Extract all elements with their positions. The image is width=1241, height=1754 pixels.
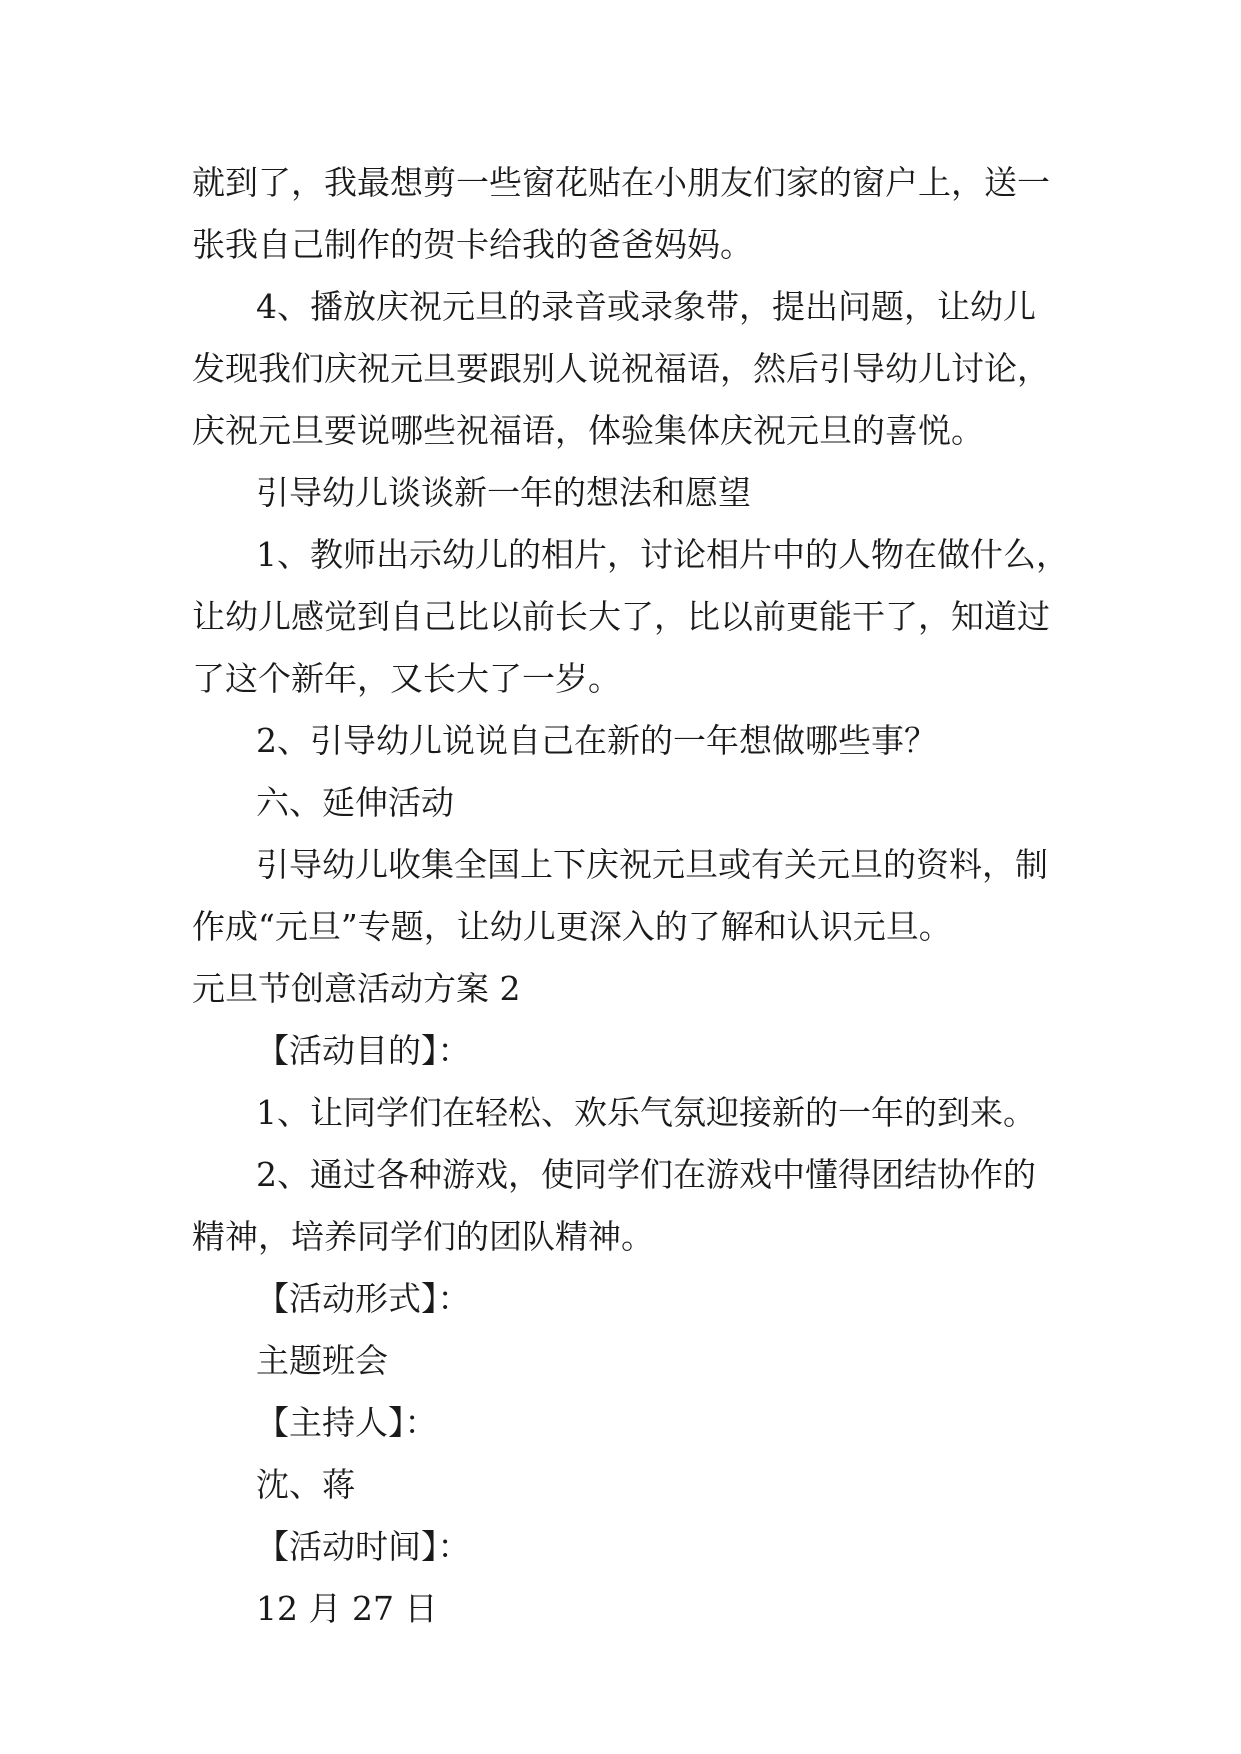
- text-line: 发现我们庆祝元旦要跟别人说祝福语，然后引导幼儿讨论，: [192, 349, 1050, 388]
- text-line: 12 月 27 日: [256, 1589, 438, 1628]
- text-line: 2、通过各种游戏，使同学们在游戏中懂得团结协作的: [256, 1155, 1036, 1194]
- text-line: 主题班会: [256, 1341, 388, 1380]
- document-title: 元旦节创意活动方案 2: [192, 969, 521, 1008]
- section-heading: 【主持人】：: [256, 1403, 438, 1442]
- section-heading: 【活动时间】：: [256, 1527, 471, 1566]
- section-heading: 【活动形式】：: [256, 1279, 471, 1318]
- text-line: 张我自己制作的贺卡给我的爸爸妈妈。: [192, 225, 753, 264]
- text-line: 2、引导幼儿说说自己在新的一年想做哪些事？: [256, 721, 937, 760]
- section-heading: 引导幼儿谈谈新一年的想法和愿望: [256, 473, 751, 512]
- text-line: 精神，培养同学们的团队精神。: [192, 1217, 654, 1256]
- text-line: 引导幼儿收集全国上下庆祝元旦或有关元旦的资料，制: [256, 845, 1048, 884]
- text-line: 了这个新年，又长大了一岁。: [192, 659, 621, 698]
- section-heading: 六、延伸活动: [256, 783, 454, 822]
- text-line: 4、播放庆祝元旦的录音或录象带，提出问题，让幼儿: [256, 287, 1036, 326]
- text-line: 1、教师出示幼儿的相片，讨论相片中的人物在做什么，: [256, 535, 1069, 574]
- text-line: 就到了，我最想剪一些窗花贴在小朋友们家的窗户上，送一: [192, 163, 1050, 202]
- section-heading: 【活动目的】：: [256, 1031, 471, 1070]
- text-line: 1、让同学们在轻松、欢乐气氛迎接新的一年的到来。: [256, 1093, 1036, 1132]
- text-line: 作成“元旦”专题，让幼儿更深入的了解和认识元旦。: [192, 907, 952, 946]
- text-line: 庆祝元旦要说哪些祝福语，体验集体庆祝元旦的喜悦。: [192, 411, 984, 450]
- text-line: 让幼儿感觉到自己比以前长大了，比以前更能干了，知道过: [192, 597, 1050, 636]
- text-line: 沈、蒋: [256, 1465, 355, 1504]
- document-body: [192, 152, 1072, 1640]
